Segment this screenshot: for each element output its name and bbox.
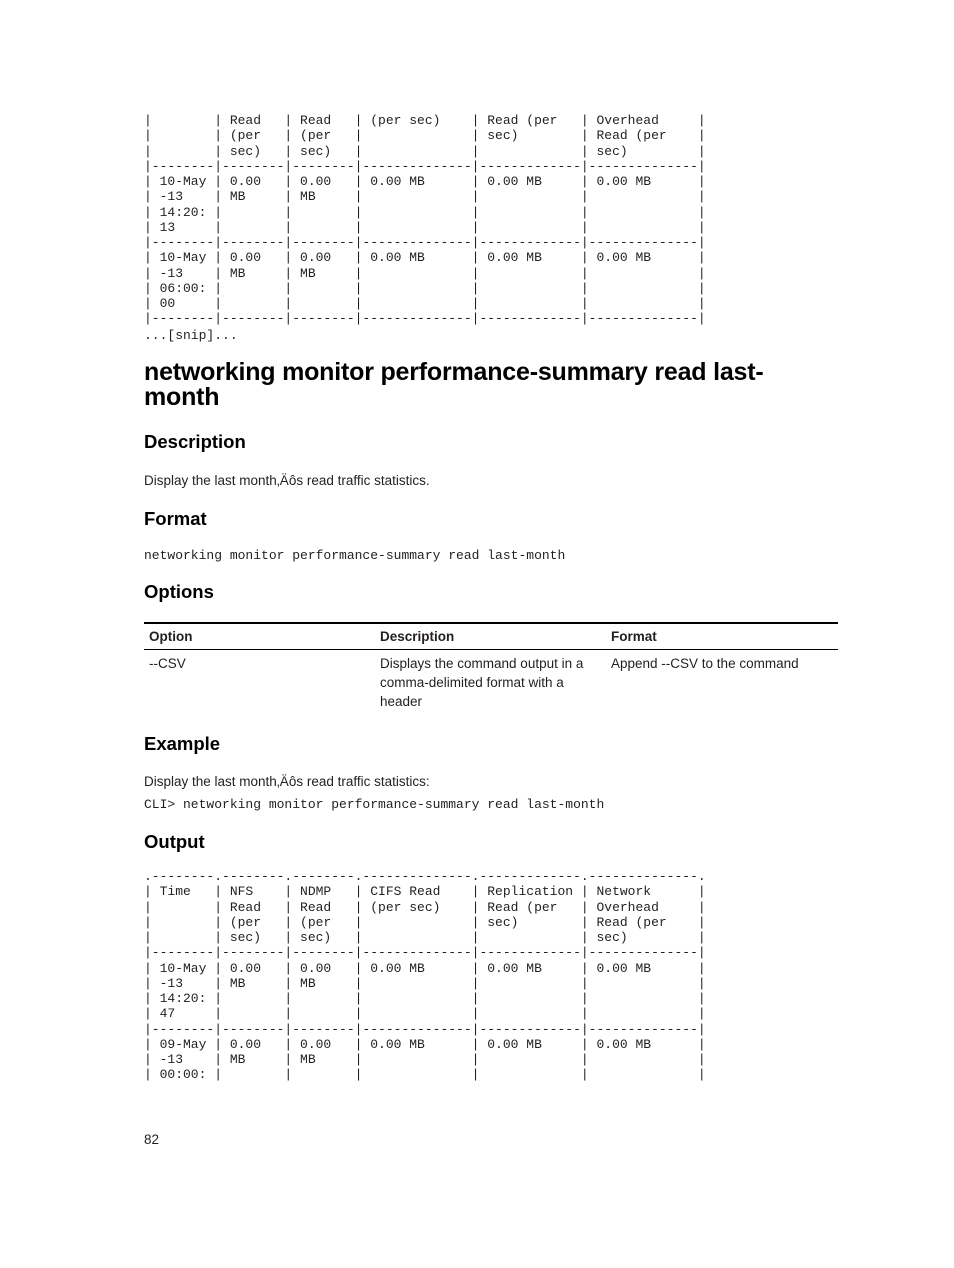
snip-marker: ...[snip]... — [144, 328, 238, 343]
table-row — [144, 650, 838, 712]
format-heading: Format — [144, 508, 207, 529]
column-header-description: Description — [375, 623, 606, 650]
output-heading: Output — [144, 831, 205, 852]
section-title: networking monitor performance-summary read last-month — [144, 358, 764, 411]
format-cell: Append --CSV to the command — [611, 656, 799, 671]
description-text: Display the last month‚Äôs read traffic statistics. — [144, 473, 430, 488]
column-header-format: Format — [606, 623, 838, 650]
example-text: Display the last month‚Äôs read traffic statistics: — [144, 774, 430, 789]
options-table — [144, 622, 838, 711]
example-heading: Example — [144, 733, 221, 754]
option-cell: --CSV — [149, 656, 186, 671]
options-header-row — [144, 623, 838, 650]
output-block: .--------.--------.--------.--------------.-------------.--------------. | Time | NFS | NDMP | CIFS Read | Replication | Network | | | Read | Read | (per sec) | Read (per | Overhead | | | (per | (per | | sec) | Read (per | | | sec) | sec) | | | sec) | |--------|--------|--------|--------------|-------------|--------------| | 10-May | 0.00 | 0.00 | 0.00 MB | 0.00 MB | 0.00 MB | | -13 | MB | MB | | | | | 14:20: | | | | | | | 47 | | | | | | |--------|--------|--------|--------------|-------------|--------------| | 09-May | 0.00 | 0.00 | 0.00 MB | 0.00 MB | 0.00 MB | | -13 | MB | MB | | | | | 00:00: | | | | | | — [144, 869, 706, 1083]
options-heading: Options — [144, 581, 214, 602]
example-code: CLI> networking monitor performance-summary read last-month — [144, 797, 605, 812]
previous-output-block: | | Read | Read | (per sec) | Read (per | Overhead | | | (per | (per | | sec) | Read (per | | | sec) | sec) | | | sec) | |--------|--------|--------|--------------|-------------|--------------| | 10-May | 0.00 | 0.00 | 0.00 MB | 0.00 MB | 0.00 MB | | -13 | MB | MB | | | | | 14:20: | | | | | | | 13 | | | | | | |--------|--------|--------|--------------|-------------|--------------| | 10-May | 0.00 | 0.00 | 0.00 MB | 0.00 MB | 0.00 MB | | -13 | MB | MB | | | | | 06:00: | | | | | | | 00 | | | | | | |--------|--------|--------|--------------|-------------|--------------| — [144, 113, 706, 327]
description-heading: Description — [144, 431, 246, 452]
page-number: 82 — [144, 1132, 160, 1147]
column-header-option: Option — [144, 623, 375, 650]
format-code: networking monitor performance-summary read last-month — [144, 548, 566, 563]
description-cell: Displays the command output in a comma-delimited format with a header — [380, 656, 584, 709]
